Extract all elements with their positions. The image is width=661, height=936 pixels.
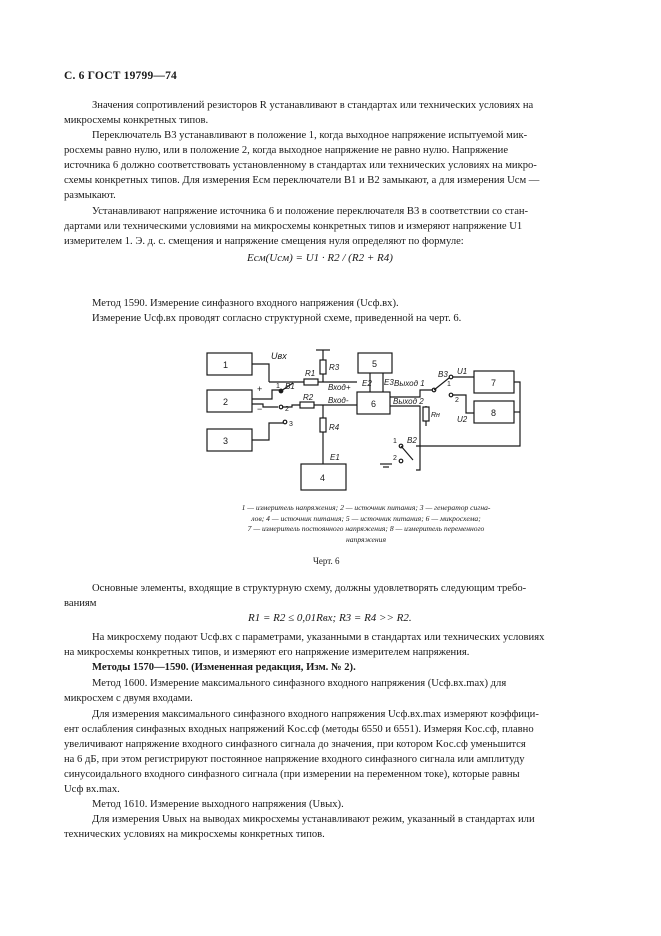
wire [252,364,269,382]
label-b2-pos1: 1 [393,438,397,445]
label-plus: + [257,384,263,394]
wire [252,423,283,440]
label-sw-b1: В1 [285,382,295,391]
label-block-3: 3 [223,436,229,446]
formula-offset-voltage: Eсм(Uсм) = U1 · R2 / (R2 + R4) [247,252,393,264]
label-minus: − [257,404,263,414]
figure-caption [196,503,536,545]
label-block-7: 7 [491,378,497,388]
paragraph-line: ваниям [64,598,97,609]
paragraph-line: микросхем с двумя входами. [64,693,193,704]
label-u1: U1 [457,367,468,376]
label-r3: R3 [329,363,340,372]
paragraph-line: технических условиях на микросхемы конкретных типов. [64,829,325,840]
label-vhod-minus: Вход- [328,396,349,405]
paragraph-line: дартами или техническими условиями на микросхемы конкретных типов и измеряют напряжение U1 [64,221,523,232]
label-b3-pos1: 1 [447,381,451,388]
paragraph-line: на 6 дБ, при этом регистрируют постоянное напряжение входного синфазного сигнала или амплитуду [64,754,525,765]
wire [252,404,278,407]
method-1570-note: Методы 1570—1590. (Измененная редакция, Изм. № 2). [92,662,356,673]
caption-line: 1 — измеритель напряжения; 2 — источник питания; 3 — генератор сигна- [241,503,491,512]
paragraph-line: На микросхему подают Uсф.вх с параметрами, указанными в стандартах или технических условиях [92,632,545,643]
paragraph-line: Для измерения максимального синфазного входного напряжения Uсф.вх.max измеряют коэффици- [92,709,539,720]
method-1600-title: Метод 1600. Измерение максимального синфазного входного напряжения (Uсф.вх.max) для [92,678,507,689]
paragraph-line: Устанавливают напряжение источника 6 и положение переключателя B3 в соответствии со стан- [92,206,529,217]
paragraph-line: Измерение Uсф.вх проводят согласно структурной схеме, приведенной на черт. 6. [92,313,462,324]
label-block-5: 5 [372,359,378,369]
label-e2: E2 [362,379,372,388]
paragraph-line: схемы конкретных типов. Для измерения Eсм переключатели B1 и B2 замыкают, а для измерения Uсм — [64,175,540,186]
paragraph-line: Основные элементы, входящие в структурную схему, должны удовлетворять следующим требо- [92,583,527,594]
caption-line: напряжения [345,534,386,544]
label-b3-pos2: 2 [455,397,459,404]
label-b2-pos2: 2 [393,455,397,462]
label-r1: R1 [305,369,316,378]
label-e1: E1 [330,453,340,462]
paragraph-line: на микросхемы конкретных типов, и измеряют его напряжение измерителем напряжения. [64,647,470,658]
label-block-8: 8 [491,408,497,418]
paragraph-line: Uсф вх.max. [64,784,120,795]
paragraph-line: измерителем 1. Э. д. с. смещения и напряжение смещения нуля определяют по формуле: [64,236,464,247]
caption-line: 7 — измеритель постоянного напряжения; 8 — измеритель переменного [247,524,485,533]
method-1610-title: Метод 1610. Измерение выходного напряжения (Uвых). [92,799,344,810]
label-b1-pos1: 1 [276,383,280,390]
label-b1-pos2: 2 [285,406,289,413]
label-r2: R2 [303,393,314,402]
switch-b2-lever [401,446,413,460]
paragraph-line: Для измерения Uвых на выводах микросхемы устанавливают режим, указанный в стандартах или [92,814,535,825]
resistor-r3 [320,360,326,374]
paragraph-line: росхемы равно нулю, или в положение 2, когда выходное напряжение не равно нулю. Напряжение [64,145,509,156]
paragraph-line: Значения сопротивлений резисторов R устанавливают в стандартах или технических условиях на [92,100,534,111]
label-block-1: 1 [223,360,229,370]
paragraph-line: источника 6 должно соответствовать установленному в стандартах или технических условиях на микро- [64,160,537,171]
label-block-2: 2 [223,397,229,407]
label-vyhod2: Выход 2 [393,397,424,406]
label-r4: R4 [329,423,340,432]
paragraph-line: синусоидального входного синфазного сигнала (при измерении на переменном токе), которые равны [64,769,520,780]
caption-line: лов; 4 — источник питания; 5 — источник питания; 6 — микросхема; [251,513,481,523]
label-block-4: 4 [320,473,326,483]
label-sw-b2: В2 [407,436,417,445]
wire [390,390,432,397]
block-1 [207,353,252,375]
method-1590-title: Метод 1590. Измерение синфазного входного напряжения (Uсф.вх). [92,298,399,309]
label-b1-pos3: 3 [289,421,293,428]
switch-b2-contact [399,459,403,463]
label-uvx: Uвх [271,351,287,361]
paragraph-line: размыкают. [64,190,116,201]
resistor-r4 [320,418,326,432]
label-u2: U2 [457,415,468,424]
resistor-rn [423,407,429,421]
label-block-6: 6 [371,399,377,409]
paragraph-line: Переключатель B3 устанавливают в положение 1, когда выходное напряжение испытуемой мик- [92,130,528,141]
label-vyhod1: Выход 1 [394,379,425,388]
resistor-r2 [300,402,314,408]
switch-b3-contact [449,393,453,397]
label-sw-b3: В3 [438,370,448,379]
block-3 [207,429,252,451]
label-vhod-plus: Вход+ [328,383,351,392]
switch-b3-contact [449,375,453,379]
label-e3: E3 [384,378,394,387]
page-header: С. 6 ГОСТ 19799—74 [64,70,177,82]
paragraph-line: микросхемы конкретных типов. [64,115,209,126]
label-rn: Rн [431,412,440,419]
paragraph-line: ент ослабления синфазных входных напряжений Kос.сф (методы 6550 и 6551). Измеряя Kос.сф, плавно [64,724,534,735]
block-2 [207,390,252,412]
formula-requirements: R1 = R2 ≤ 0,01Rвх; R3 = R4 >> R2. [248,612,412,624]
resistor-r1 [304,379,318,385]
switch-b1-contact [283,420,287,424]
circuit-diagram [190,340,530,500]
figure-label: Черт. 6 [313,556,340,566]
paragraph-line: увеличивают напряжение входного синфазного сигнала до значения, при котором Kос.сф уменьшится [64,739,526,750]
